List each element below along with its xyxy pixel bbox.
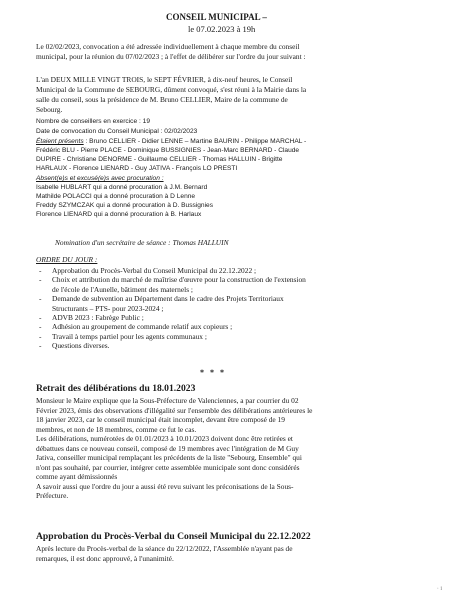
agenda-item-continued: Structurants – PTS- pour 2023-2024 ; <box>52 303 164 313</box>
secretary-line: Nomination d'un secrétaire de séance : Thomas HALLUIN <box>55 238 229 247</box>
heading-retrait: Retrait des délibérations du 18.01.2023 <box>36 383 196 394</box>
present-names: Frédéric BLU - Pierre PLACE - Dominique BUSSIGNIES - Jean-Marc BERNARD - Claude <box>36 147 300 154</box>
meeting-date: le 07.02.2023 à 19h <box>188 24 256 34</box>
agenda-item: - Adhésion au groupement de commande relatif aux copieurs ; <box>38 322 306 331</box>
proxy-line: Florence LIENARD qui a donné procuration à B. Harlaux <box>36 211 202 218</box>
proxy-line: Freddy SZYMCZAK qui a donné procuration à D. Bussignies <box>36 202 214 209</box>
agenda-list <box>38 266 306 351</box>
convocation-date: Date de convocation du Conseil Municipal : 02/02/2023 <box>36 128 198 135</box>
text-line: Monsieur le Maire explique que la Sous-Préfecture de Valenciennes, a par courrier du 02 <box>36 396 299 405</box>
text-line: A savoir aussi que l'ordre du jour a aussi été revu suivant les préconisations de la Sous- <box>36 481 294 491</box>
scan-mark: · i <box>436 586 442 592</box>
present-label: Étaient présents <box>36 138 84 145</box>
present-names: DUPIRE - Christiane DENORME - Guillaume CELLIER - Thomas HALLUIN - Brigitte <box>36 156 283 163</box>
text-line: salle du conseil, sous la présidence de M. Bruno CELLIER, Maire de la commune de <box>36 95 288 104</box>
text-line: Le 02/02/2023, convocation a été adressée individuellement à chaque membre du conseil <box>36 42 300 51</box>
text-line: comme ayant démissionnés <box>36 472 118 481</box>
present-names: HARLAUX - Florence LIENARD - Guy JATIVA - François LO PRESTI <box>36 165 238 172</box>
agenda-item: - Approbation du Procès-Verbal du Conseil Municipal du 22.12.2022 ; <box>38 266 306 275</box>
text-line: municipal, pour la réunion du 07/02/2023 ; à l'effet de délibérer sur l'ordre du jour suivant : <box>36 52 306 61</box>
text-line: L'an DEUX MILLE VINGT TROIS, le SEPT FÉVRIER, à dix-neuf heures, le Conseil <box>36 75 293 84</box>
text-line: Municipal de la Commune de SEBOURG, dûment convoqué, s'est réuni à la Mairie dans la <box>36 85 307 94</box>
agenda-item: - Questions diverses. <box>38 341 306 350</box>
text-line: Les délibérations, numérotées de 01.01/2023 à 10.01/2023 doivent donc être retirées et <box>36 434 293 443</box>
text-line: n'ont pas souhaité, par courrier, intégrer cette assemblée municipale sont donc considérés <box>36 462 300 472</box>
councillors-count: Nombre de conseillers en exercice : 19 <box>36 118 150 125</box>
text-line: Sebourg. <box>36 105 63 114</box>
agenda-item: - Demande de subvention au Département dans le cadre des Projets Territoriaux <box>38 294 306 303</box>
text-line: Février 2023, émis des observations d'illégalité sur l'ensemble des délibérations antérieures le <box>36 405 313 415</box>
text-line: membres, et non de 18 membres, comme ce fut le cas. <box>36 424 197 434</box>
agenda-item-continued: de l'école de l'Aunelle, bâtiment des maternels ; <box>52 284 193 294</box>
proxy-line: Mathilde POLACCI qui a donné procuration à D Lenne <box>36 193 196 200</box>
section-separator: * * * <box>200 368 226 377</box>
text-line: Après lecture du Procès-verbal de la séance du 22/12/2022, l'Assemblée n'ayant pas de <box>36 544 293 553</box>
page-title: CONSEIL MUNICIPAL – <box>166 12 267 22</box>
proxy-line: Isabelle HUBLART qui a donné procuration à J.M. Bernard <box>36 184 208 191</box>
text-line: Jativa, conseiller municipal remplaçant les précédents de la liste "Sebourg, Ensemble" qui <box>36 453 302 462</box>
present-line <box>36 137 306 146</box>
text-line: débattues dans ce nouveau conseil, composé de 19 membres avec l'intégration de M Guy <box>36 443 299 453</box>
agenda-item: - Choix et attribution du marché de maîtrise d'œuvre pour la construction de l'extension <box>38 275 306 284</box>
agenda-item: - Travail à temps partiel pour les agents communaux ; <box>38 332 306 341</box>
absent-label: Absent(e)s et excusé(e)s avec procuration : <box>36 175 164 182</box>
present-names: : Bruno CELLIER - Didier LENNE – Martine BAURIN - Philippe MARCHAL - <box>83 138 307 145</box>
text-line: remarques, il est donc approuvé, à l'unanimité. <box>36 554 174 563</box>
agenda-item: - ADVB 2023 : Fabrège Public ; <box>38 313 306 322</box>
heading-approbation: Approbation du Procès-Verbal du Conseil Municipal du 22.12.2022 <box>36 531 311 542</box>
agenda-heading: ORDRE DU JOUR : <box>36 255 98 264</box>
text-line: 18 janvier 2023, car le conseil municipal était incomplet, devant être composé de 19 <box>36 415 285 424</box>
text-line: Préfecture. <box>36 491 69 500</box>
